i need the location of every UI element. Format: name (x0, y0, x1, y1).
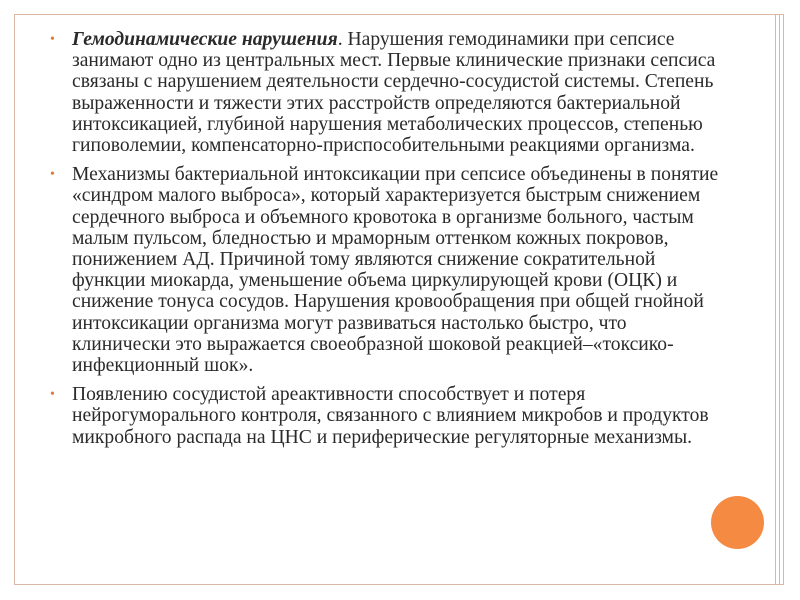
bullet-icon: • (50, 167, 55, 183)
bullet-item (46, 384, 726, 448)
bullet-text: Появлению сосудистой ареактивности способствует и потеря нейрогуморального контроля, связанного с влиянием микробов и продуктов микробного распада на ЦНС и периферические регуляторные механизмы. (72, 384, 709, 448)
bullet-item (46, 29, 726, 156)
frame-side-line (779, 14, 780, 585)
bullet-lead: Гемодинамические нарушения (72, 29, 338, 50)
decorative-circle (711, 496, 764, 549)
bullet-text: Механизмы бактериальной интоксикации при сепсисе объединены в понятие «синдром малого выброса», который характеризуется быстрым снижением сердечного выброса и объемного кровотока в организме больного, частым малым пульсом, бледностью и мраморным оттенком кожных покровов, понижением АД. Причиной тому являются снижение сократительной функции миокарда, уменьшение объема циркулирующей крови (ОЦК) и снижение тонуса сосудов. Нарушения кровообращения при общей гнойной интоксикации организма могут развиваться настолько быстро, что клинически это выражается своеобразной шоковой реакцией–«токсико-инфекционный шок». (72, 164, 719, 377)
frame-side-line (775, 14, 776, 585)
bullet-icon: • (50, 387, 55, 403)
bullet-item (46, 164, 726, 376)
bullet-icon: • (50, 32, 55, 47)
bullet-text: . Нарушения гемодинамики при сепсисе занимают одно из центральных мест. Первые клинические признаки сепсиса связаны с нарушением деятельности сердечно-сосудистой системы. Степень выраженности и тяжести этих расстройств определяются бактериальной интоксикацией, глубиной нарушения метаболических процессов, степенью гиповолемии, компенсаторно-приспособительными реакциями организма. (72, 29, 716, 157)
slide-content (46, 29, 726, 456)
